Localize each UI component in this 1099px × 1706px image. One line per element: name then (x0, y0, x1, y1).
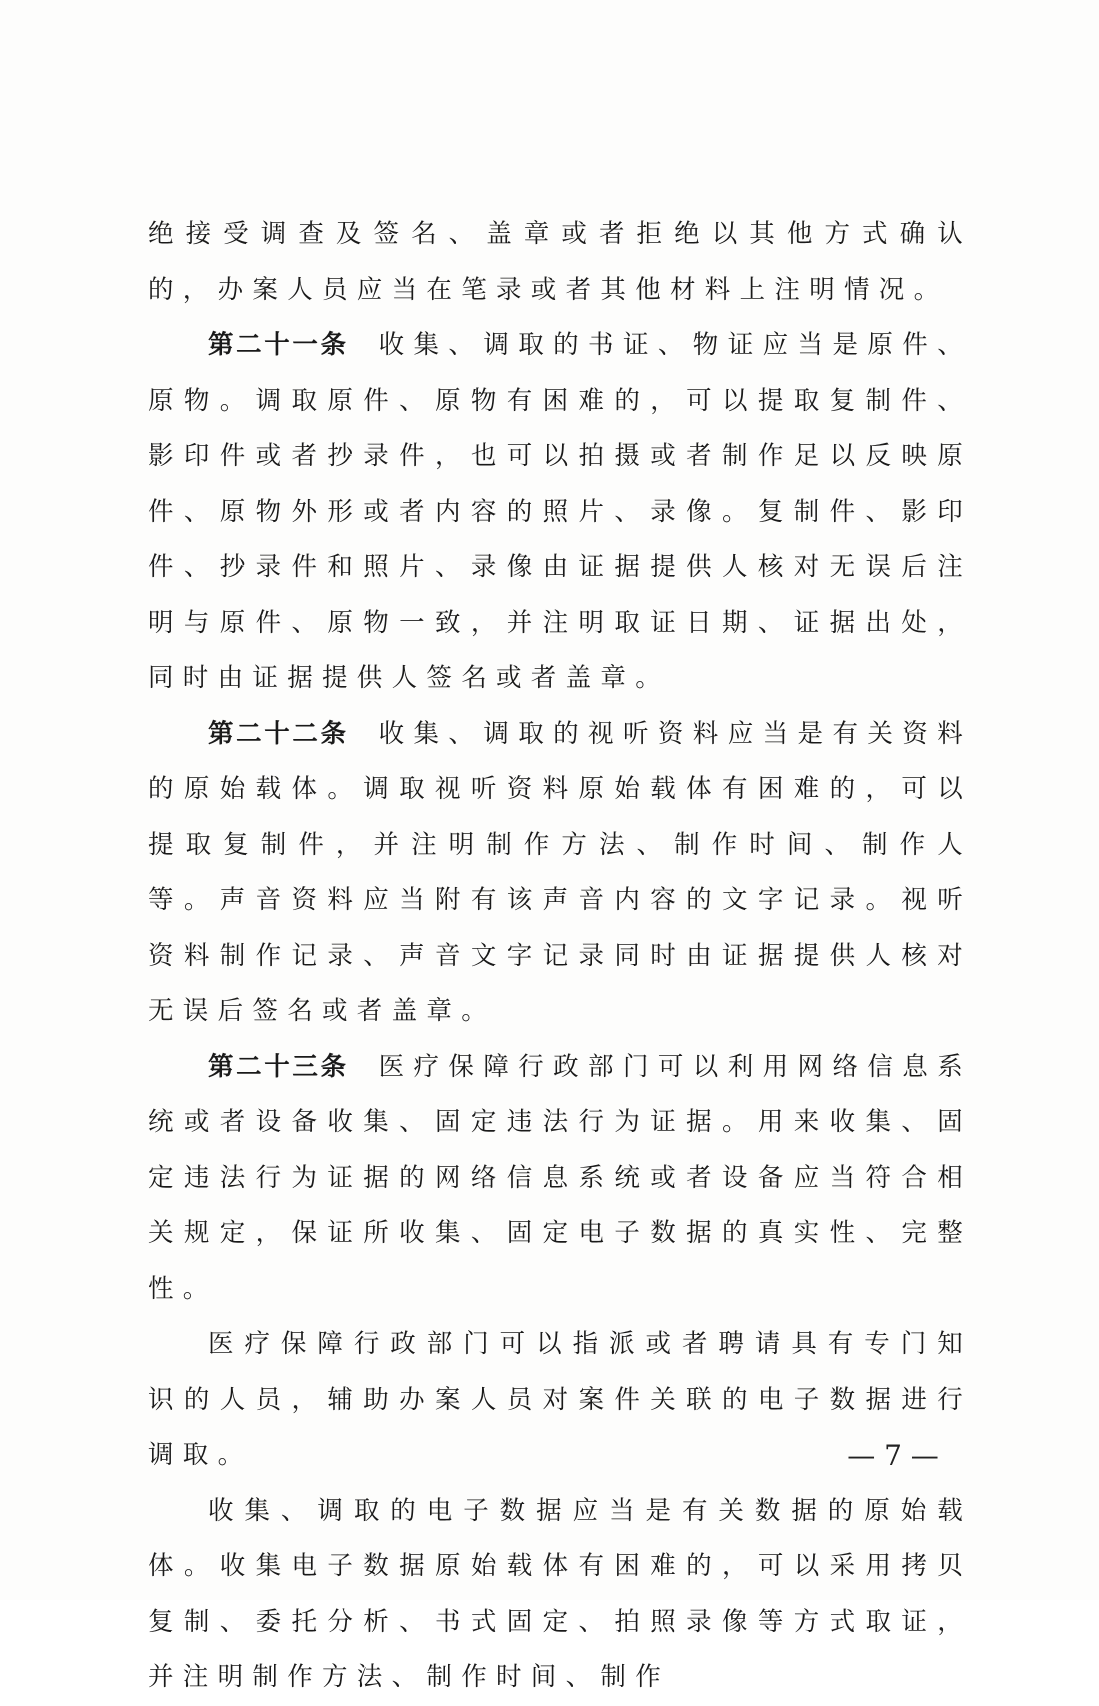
body-text (148, 207, 972, 1706)
paragraph-continuation (148, 207, 972, 318)
page-number: — 7 — (847, 1439, 939, 1472)
paragraph-text: 医疗保障行政部门可以利用网络信息系统或者设备收集、固定违法行为证据。用来收集、固定违法行为证据的网络信息系统或者设备应当符合相关规定，保证所收集、固定电子数据的真实性、完整性。 (148, 1051, 972, 1304)
article-23 (148, 1040, 972, 1318)
article-number: 第二十三条 (208, 1051, 349, 1082)
paragraph-text: 收集、调取的电子数据应当是有关数据的原始载体。收集电子数据原始载体有困难的，可以采用拷贝复制、委托分析、书式固定、拍照录像等方式取证，并注明制作方法、制作时间、制作 (148, 1495, 972, 1692)
article-number: 第二十一条 (208, 330, 349, 360)
article-21 (148, 318, 972, 707)
paragraph-text: 绝接受调查及签名、盖章或者拒绝以其他方式确认的，办案人员应当在笔录或者其他材料上注明情况。 (148, 219, 972, 305)
paragraph-text: 收集、调取的书证、物证应当是原件、原物。调取原件、原物有困难的，可以提取复制件、影印件或者抄录件，也可以拍摄或者制作足以反映原件、原物外形或者内容的照片、录像。复制件、影印件、抄录件和照片、录像由证据提供人核对无误后注明与原件、原物一致，并注明取证日期、证据出处，同时由证据提供人签名或者盖章。 (148, 330, 972, 693)
article-22 (148, 707, 972, 1040)
paragraph-text: 收集、调取的视听资料应当是有关资料的原始载体。调取视听资料原始载体有困难的，可以提取复制件，并注明制作方法、制作时间、制作人等。声音资料应当附有该声音内容的文字记录。视听资料制作记录、声音文字记录同时由证据提供人核对无误后签名或者盖章。 (148, 718, 972, 1026)
paragraph-text: 医疗保障行政部门可以指派或者聘请具有专门知识的人员，辅助办案人员对案件关联的电子数据进行调取。 (148, 1329, 972, 1470)
article-number: 第二十二条 (208, 718, 349, 749)
article-23-paragraph-3 (148, 1484, 972, 1706)
